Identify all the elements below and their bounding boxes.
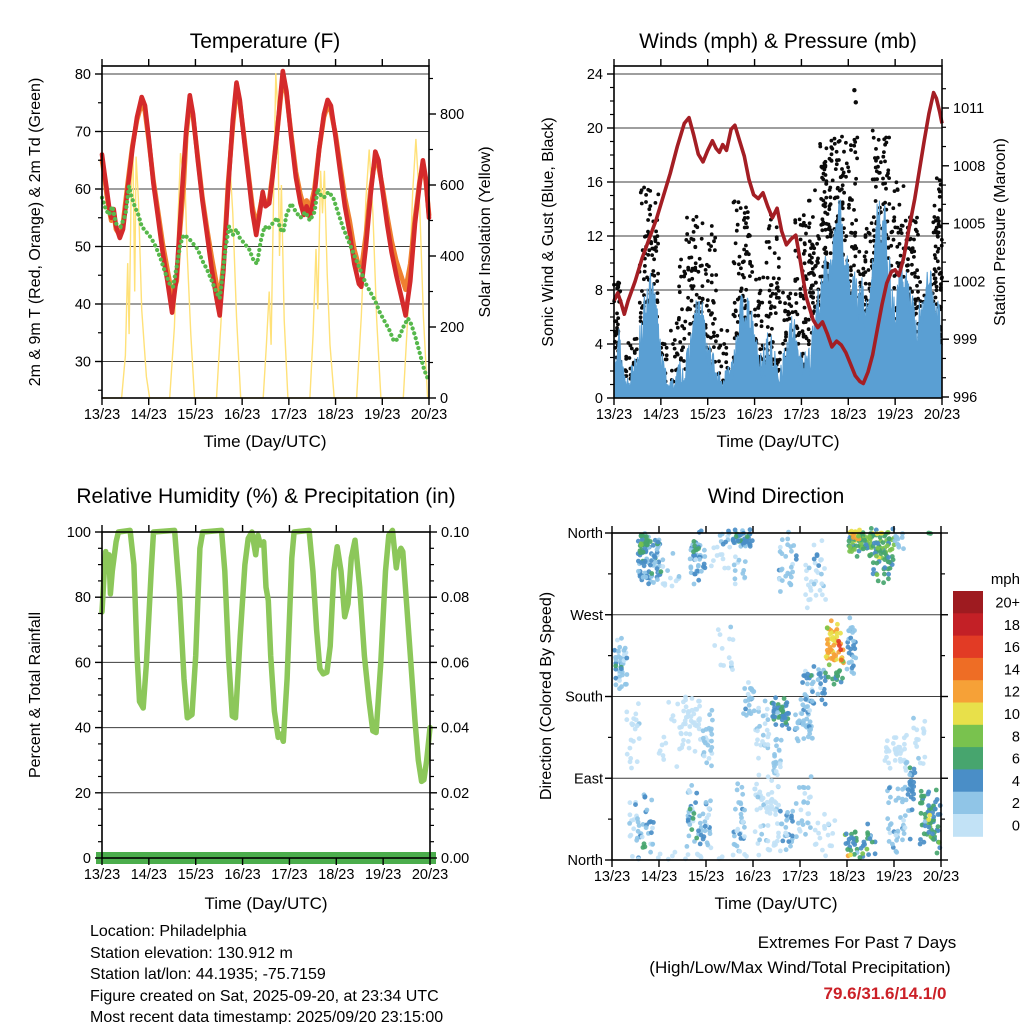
svg-text:4: 4 xyxy=(594,337,603,353)
svg-text:15/23: 15/23 xyxy=(177,407,214,423)
svg-text:14/23: 14/23 xyxy=(130,407,167,423)
extremes-subheading: (High/Low/Max Wind/Total Precipitation) xyxy=(649,958,951,977)
svg-text:17/23: 17/23 xyxy=(781,869,819,885)
svg-text:60: 60 xyxy=(74,655,91,672)
svg-text:17/23: 17/23 xyxy=(271,867,308,883)
svg-text:16: 16 xyxy=(1003,640,1020,657)
svg-text:2: 2 xyxy=(1011,796,1020,813)
svg-text:16: 16 xyxy=(586,175,603,191)
svg-text:16/23: 16/23 xyxy=(224,867,261,883)
svg-text:24: 24 xyxy=(586,67,603,83)
temperature-right-axis-label: Solar Insolation (Yellow) xyxy=(477,146,494,318)
svg-text:70: 70 xyxy=(74,124,91,141)
svg-text:8: 8 xyxy=(1011,729,1020,746)
svg-text:16/23: 16/23 xyxy=(734,869,772,885)
svg-text:100: 100 xyxy=(66,525,91,541)
svg-text:14: 14 xyxy=(1003,662,1020,679)
svg-text:East: East xyxy=(573,771,603,788)
winds-right-axis-label: Station Pressure (Maroon) xyxy=(992,138,1009,326)
humidity-precip-plot xyxy=(67,525,469,883)
temperature-left-axis-label: 2m & 9m T (Red, Orange) & 2m Td (Green) xyxy=(27,77,44,387)
svg-text:20: 20 xyxy=(74,785,91,802)
winds-pressure-plot xyxy=(587,59,985,423)
svg-text:0.04: 0.04 xyxy=(441,720,470,737)
svg-text:1002: 1002 xyxy=(953,274,986,291)
svg-text:15/23: 15/23 xyxy=(687,869,725,885)
temperature-plot xyxy=(75,59,464,423)
svg-text:4: 4 xyxy=(1011,773,1020,790)
svg-text:0.10: 0.10 xyxy=(441,525,470,541)
svg-text:North: North xyxy=(567,526,603,543)
svg-text:20/23: 20/23 xyxy=(411,867,449,883)
svg-text:mph: mph xyxy=(990,571,1020,588)
station-info-block xyxy=(90,921,443,1024)
svg-text:400: 400 xyxy=(440,249,465,265)
figure-created-timestamp: Figure created on Sat, 2025-09-20, at 23:34 UTC xyxy=(90,987,439,1005)
station-location: Location: Philadelphia xyxy=(90,923,247,940)
svg-text:999: 999 xyxy=(953,332,978,349)
svg-text:10: 10 xyxy=(1003,707,1020,723)
svg-text:40: 40 xyxy=(74,297,91,313)
winds-x-axis-label: Time (Day/UTC) xyxy=(716,432,840,451)
humidity-x-axis-label: Time (Day/UTC) xyxy=(204,894,328,913)
station-latlon: Station lat/lon: 44.1935; -75.7159 xyxy=(90,966,326,983)
svg-text:South: South xyxy=(565,689,603,706)
wind-direction-chart-title: Wind Direction xyxy=(707,485,845,508)
svg-text:13/23: 13/23 xyxy=(83,867,121,883)
wind-speed-legend xyxy=(953,571,1020,837)
most-recent-data-timestamp: Most recent data timestamp: 2025/09/20 23:15:00 xyxy=(90,1009,444,1024)
svg-text:1008: 1008 xyxy=(953,158,986,175)
svg-text:1005: 1005 xyxy=(953,216,986,233)
svg-text:80: 80 xyxy=(74,67,91,83)
svg-text:19/23: 19/23 xyxy=(364,407,401,423)
svg-text:20/23: 20/23 xyxy=(410,407,448,423)
svg-text:0.08: 0.08 xyxy=(441,590,470,607)
svg-text:200: 200 xyxy=(440,320,465,336)
svg-text:16/23: 16/23 xyxy=(736,407,773,423)
svg-text:0.06: 0.06 xyxy=(441,655,470,672)
svg-text:West: West xyxy=(570,607,603,624)
svg-text:0: 0 xyxy=(594,391,603,407)
svg-text:16/23: 16/23 xyxy=(223,407,261,423)
svg-text:20/23: 20/23 xyxy=(922,869,960,885)
svg-text:20/23: 20/23 xyxy=(923,407,961,423)
svg-text:800: 800 xyxy=(440,107,465,123)
wind-direction-x-axis-label: Time (Day/UTC) xyxy=(714,894,838,913)
svg-text:12: 12 xyxy=(586,229,603,245)
svg-text:18/23: 18/23 xyxy=(828,869,866,885)
svg-text:North: North xyxy=(567,853,603,869)
svg-text:60: 60 xyxy=(74,182,91,198)
svg-text:18/23: 18/23 xyxy=(318,867,355,883)
svg-text:600: 600 xyxy=(440,178,465,194)
svg-text:15/23: 15/23 xyxy=(689,407,726,423)
svg-text:14/23: 14/23 xyxy=(642,407,680,423)
svg-text:15/23: 15/23 xyxy=(177,867,214,883)
svg-text:0: 0 xyxy=(1011,818,1020,835)
svg-text:8: 8 xyxy=(594,283,603,299)
svg-text:0: 0 xyxy=(440,391,449,407)
wind-direction-left-axis-label: Direction (Colored By Speed) xyxy=(538,591,555,801)
svg-text:19/23: 19/23 xyxy=(875,869,913,885)
svg-text:17/23: 17/23 xyxy=(270,407,308,423)
svg-text:0.02: 0.02 xyxy=(441,785,470,802)
winds-left-axis-label: Sonic Wind & Gust (Blue, Black) xyxy=(540,117,557,347)
svg-text:0.00: 0.00 xyxy=(441,851,470,867)
svg-text:18/23: 18/23 xyxy=(317,407,354,423)
svg-text:17/23: 17/23 xyxy=(783,407,820,423)
svg-text:18: 18 xyxy=(1003,617,1020,634)
temperature-chart-title: Temperature (F) xyxy=(189,30,341,53)
svg-text:19/23: 19/23 xyxy=(876,407,914,423)
svg-text:0: 0 xyxy=(82,851,91,867)
temperature-x-axis-label: Time (Day/UTC) xyxy=(203,432,327,451)
svg-text:14/23: 14/23 xyxy=(130,867,168,883)
svg-text:50: 50 xyxy=(74,239,91,256)
svg-text:13/23: 13/23 xyxy=(593,869,631,885)
humidity-left-axis-label: Percent & Total Rainfall xyxy=(27,611,44,779)
svg-text:20: 20 xyxy=(586,121,603,137)
svg-text:13/23: 13/23 xyxy=(595,407,633,423)
svg-text:13/23: 13/23 xyxy=(83,407,121,423)
svg-text:40: 40 xyxy=(74,720,91,737)
svg-text:18/23: 18/23 xyxy=(830,407,867,423)
extremes-heading: Extremes For Past 7 Days xyxy=(757,933,957,952)
svg-text:1011: 1011 xyxy=(953,100,985,117)
winds-pressure-chart-title: Winds (mph) & Pressure (mb) xyxy=(639,30,917,53)
humidity-precip-chart-title: Relative Humidity (%) & Precipitation (in) xyxy=(76,485,456,508)
wind-direction-plot xyxy=(565,526,959,885)
svg-text:80: 80 xyxy=(74,590,91,607)
svg-text:19/23: 19/23 xyxy=(364,867,402,883)
svg-text:12: 12 xyxy=(1003,684,1020,701)
svg-text:14/23: 14/23 xyxy=(640,869,678,885)
svg-text:996: 996 xyxy=(953,390,978,406)
station-elevation: Station elevation: 130.912 m xyxy=(90,944,293,962)
svg-text:20+: 20+ xyxy=(995,595,1020,612)
extremes-values: 79.6/31.6/14.1/0 xyxy=(823,984,947,1003)
svg-text:30: 30 xyxy=(74,354,91,371)
svg-text:6: 6 xyxy=(1011,751,1020,768)
